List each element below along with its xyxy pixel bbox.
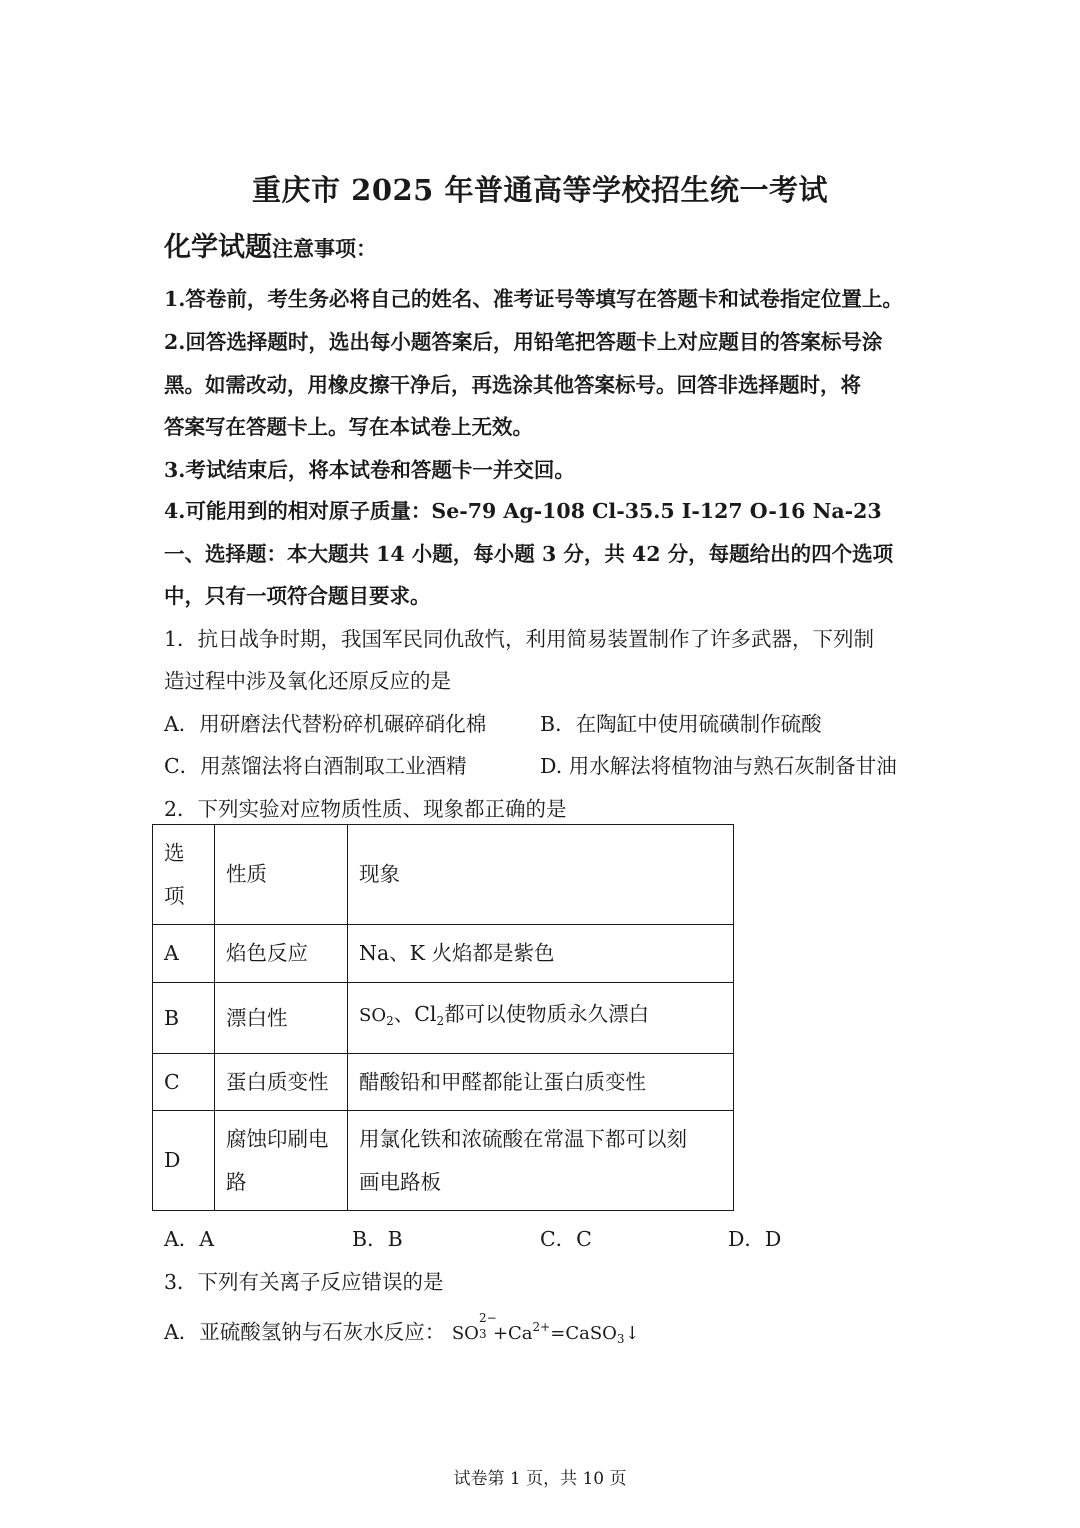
notice-item: 答案写在答题卡上。写在本试卷上无效。 [164, 415, 533, 439]
notice-item: 2.回答选择题时，选出每小题答案后，用铅笔把答题卡上对应题目的答案标号涂 [164, 330, 883, 354]
q2-option-b: B．B [352, 1227, 403, 1251]
row-property: 腐蚀印刷电 路 [215, 1111, 348, 1211]
q2-stem: 2．下列实验对应物质性质、现象都正确的是 [164, 797, 567, 821]
subject-heading [164, 225, 377, 264]
row-phenomenon: Na、K 火焰都是紫色 [348, 925, 734, 983]
row-option: C [153, 1054, 215, 1111]
q2-option-a: A．A [164, 1227, 215, 1251]
row-option: A [153, 925, 215, 983]
q1-stem-cont: 造过程中涉及氧化还原反应的是 [164, 669, 451, 693]
row-option: D [153, 1111, 215, 1211]
notice-item: 3.考试结束后，将本试卷和答题卡一并交回。 [164, 458, 575, 482]
q1-option-c: C．用蒸馏法将白酒制取工业酒精 [164, 754, 467, 778]
row-property: 漂白性 [215, 983, 348, 1054]
formula-cl2: $Cl_2$ [414, 1002, 445, 1028]
q1-option-b: B．在陶缸中使用硫磺制作硫酸 [540, 712, 822, 736]
notice-item: 1.答卷前，考生务必将自己的姓名、准考证号等填写在答题卡和试卷指定位置上。 [164, 287, 903, 311]
section-heading: 一、选择题：本大题共 14 小题，每小题 3 分，共 42 分，每题给出的四个选项 [164, 542, 894, 566]
subject-title: 化学试题 [164, 232, 272, 263]
header-cell-option: 选 项 [153, 825, 215, 925]
ionic-equation: SO 2− 3 $+Ca^{2+}=CaSO_3↓$ [451, 1311, 640, 1346]
q1-option-a: A．用研磨法代替粉碎机碾碎硝化棉 [164, 712, 487, 736]
row-phenomenon: 醋酸铅和甲醛都能让蛋白质变性 [348, 1054, 734, 1111]
table-row [153, 1111, 734, 1211]
table-row [153, 925, 734, 983]
q3-option-a-label: A．亚硫酸氢钠与石灰水反应： [164, 1320, 446, 1344]
row-option: B [153, 983, 215, 1054]
row-property: 蛋白质变性 [215, 1054, 348, 1111]
q2-option-d: D．D [728, 1227, 782, 1251]
q2-table [152, 824, 734, 1211]
q3-stem: 3．下列有关离子反应错误的是 [164, 1270, 444, 1294]
section-heading-cont: 中，只有一项符合题目要求。 [164, 584, 431, 608]
q1-option-d: D. 用水解法将植物油与熟石灰制备甘油 [540, 754, 897, 778]
q2-option-c: C．C [540, 1227, 592, 1251]
header-cell-phenomenon: 现象 [348, 825, 734, 925]
table-header-row [153, 825, 734, 925]
formula-so2: $SO_2$ [359, 1005, 394, 1028]
table-row [153, 1054, 734, 1111]
table-row [153, 983, 734, 1054]
row-phenomenon: 用氯化铁和浓硫酸在常温下都可以刻 画电路板 [348, 1111, 734, 1211]
q3-option-a [164, 1311, 640, 1346]
q1-stem: 1．抗日战争时期，我国军民同仇敌忾，利用简易装置制作了许多武器，下列制 [164, 627, 875, 651]
notice-item: 黑。如需改动，用橡皮擦干净后，再选涂其他答案标号。回答非选择题时，将 [164, 373, 861, 397]
page-footer: 试卷第 1 页，共 10 页 [453, 1469, 627, 1489]
row-phenomenon: $SO_2$、$Cl_2$都可以使物质永久漂白 [348, 983, 734, 1054]
notice-item: 4.可能用到的相对原子质量：Se-79 Ag-108 Cl-35.5 I-127 O-16 Na-23 [164, 499, 882, 523]
header-cell-property: 性质 [215, 825, 348, 925]
row-property: 焰色反应 [215, 925, 348, 983]
page-title: 重庆市 2025 年普通高等学校招生统一考试 [252, 173, 828, 207]
notice-heading: 注意事项： [272, 236, 377, 261]
